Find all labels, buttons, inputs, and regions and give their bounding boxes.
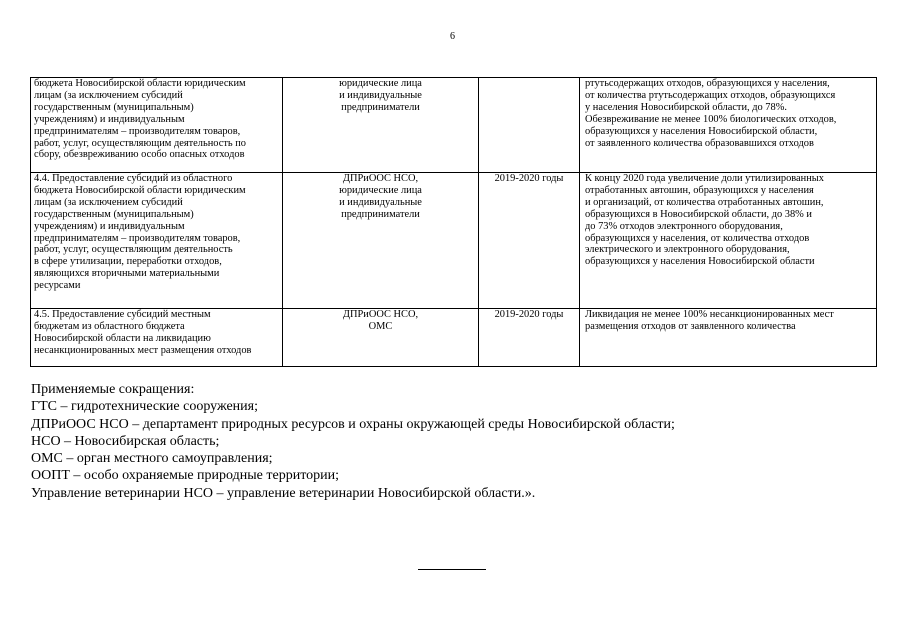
result-cell: Ликвидация не менее 100% несанкционированных мест размещения отходов от заявленного количества [580,309,877,367]
executors-cell: ДПРиООС НСО, ОМС [283,309,479,367]
result-cell: К концу 2020 года увеличение доли утилизированных отработанных автошин, образующихся у населения и организаций, от количества отработанных автошин, образующихся в Новосибирской области, до 38% и до 73% отходов электронного оборудования, образующихся у населения, от количества отходов электрического и электронного оборудования, образующихся у населения Новосибирской области [580,173,877,309]
abbreviation-item: ООПТ – особо охраняемые природные территории; [31,468,340,484]
period-cell [479,78,580,173]
page-number: 6 [450,31,455,42]
abbreviation-item: НСО – Новосибирская область; [31,433,220,449]
result-cell: ртутьсодержащих отходов, образующихся у населения, от количества ртутьсодержащих отходов, образующихся у населения Новосибирской области, до 78%. Обезвреживание не менее 100% биологических отходов, образующихся у населения Новосибирской области, от заявленного количества образовавшихся отходов [580,78,877,173]
measure-cell: 4.4. Предоставление субсидий из областного бюджета Новосибирской области юридическим лицам (за исключением субсидий государственным (муниципальным) учреждениям) и индивидуальным предпринимателям – производителям товаров, работ, услуг, осуществляющим деятельность в сфере утилизации, переработки отходов, являющихся вторичными материальными ресурсами [31,173,283,309]
measures-table [30,77,877,367]
measure-cell: 4.5. Предоставление субсидий местным бюджетам из областного бюджета Новосибирской области на ликвидацию несанкционированных мест размещения отходов [31,309,283,367]
period-cell: 2019-2020 годы [479,173,580,309]
measure-cell: бюджета Новосибирской области юридическим лицам (за исключением субсидий государственным (муниципальным) учреждениям) и индивидуальным предпринимателям – производителям товаров, работ, услуг, осуществляющим деятельность по сбору, обезвреживанию особо опасных отходов [31,78,283,173]
abbreviation-item: Управление ветеринарии НСО – управление ветеринарии Новосибирской области.». [31,485,536,501]
abbreviations-heading: Применяемые сокращения: [31,382,195,397]
executors-cell: юридические лица и индивидуальные предприниматели [283,78,479,173]
table-row [31,173,877,309]
table-row [31,309,877,367]
abbreviation-item: ДПРиООС НСО – департамент природных ресурсов и охраны окружающей среды Новосибирской области; [31,416,675,432]
abbreviations-section [31,381,881,502]
abbreviation-item: ГТС – гидротехнические сооружения; [31,399,258,415]
executors-cell: ДПРиООС НСО, юридические лица и индивидуальные предприниматели [283,173,479,309]
footer-divider [418,569,486,570]
abbreviation-item: ОМС – орган местного самоуправления; [31,451,273,467]
period-cell: 2019-2020 годы [479,309,580,367]
table-row [31,78,877,173]
